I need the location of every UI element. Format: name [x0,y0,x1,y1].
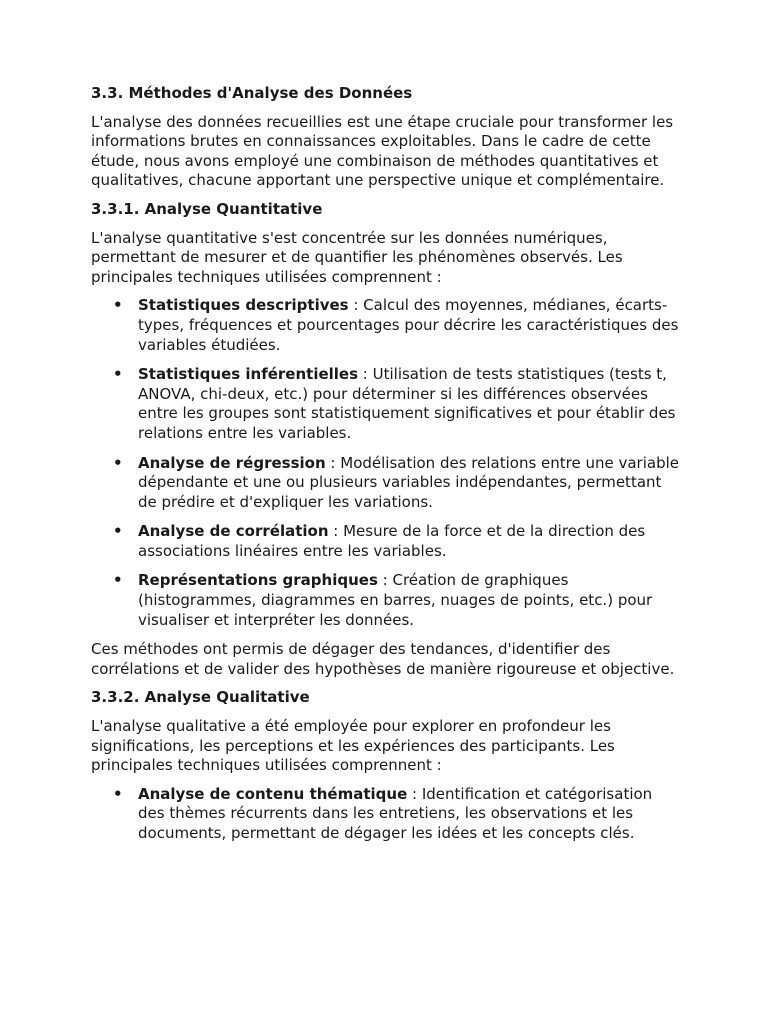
quantitative-conclusion-paragraph: Ces méthodes ont permis de dégager des tendances, d'identifier des corrélations et de valider des hypothèses de manière rigoureuse et objective. [91,640,675,678]
list-item-term: Statistiques inférentielles [138,365,359,384]
list-item-term: Analyse de régression [138,453,326,472]
list-item-term: Analyse de contenu thématique [138,784,408,803]
list-item-term: Analyse de corrélation [138,522,329,541]
list-item [91,571,681,630]
list-item-description: : Utilisation de tests statistiques (tests t, ANOVA, chi-deux, etc.) pour déterminer si les différences observées entre les groupes sont statistiquement significatives et pour établir des relations entre les variables. [138,365,676,442]
quantitative-techniques-list [91,296,681,630]
list-item [91,365,681,443]
list-item-description: : Identification et catégorisation des thèmes récurrents dans les entretiens, les observations et les documents, permettant de dégager les idées et les concepts clés. [138,784,653,842]
bullet-icon: • [113,784,123,803]
document-page [91,84,681,854]
bullet-icon: • [113,571,123,590]
bullet-icon: • [113,296,123,315]
qualitative-techniques-list [91,785,681,844]
list-item [91,522,681,561]
subsection-heading-quantitative: 3.3.1. Analyse Quantitative [91,199,323,218]
quantitative-intro-paragraph: L'analyse quantitative s'est concentrée sur les données numériques, permettant de mesurer et de quantifier les phénomènes observés. Les principales techniques utilisées comprennent : [91,228,623,286]
subsection-heading-qualitative: 3.3.2. Analyse Qualitative [91,688,310,707]
bullet-icon: • [113,522,123,541]
list-item-term: Statistiques descriptives [138,296,349,315]
list-item [91,785,681,844]
bullet-icon: • [113,453,123,472]
list-item [91,296,681,355]
list-item-description: : Création de graphiques (histogrammes, diagrammes en barres, nuages de points, etc.) pour visualiser et interpréter les données. [138,571,653,629]
qualitative-intro-paragraph: L'analyse qualitative a été employée pour explorer en profondeur les significations, les perceptions et les expériences des participants. Les principales techniques utilisées comprennent : [91,717,615,775]
section-heading: 3.3. Méthodes d'Analyse des Données [91,84,413,102]
list-item-description: : Modélisation des relations entre une variable dépendante et une ou plusieurs variables indépendantes, permettant de prédire et d'expliquer les variations. [138,453,680,511]
section-intro-paragraph: L'analyse des données recueillies est une étape cruciale pour transformer les informations brutes en connaissances exploitables. Dans le cadre de cette étude, nous avons employé une combinaison de méthodes quantitatives et qualitatives, chacune apportant une perspective unique et complémentaire. [91,112,674,190]
bullet-icon: • [113,365,123,384]
list-item-description: : Calcul des moyennes, médianes, écarts-types, fréquences et pourcentages pour décrire les caractéristiques des variables étudiées. [138,296,679,354]
list-item [91,454,681,513]
list-item-description: : Mesure de la force et de la direction des associations linéaires entre les variables. [138,522,646,560]
list-item-term: Représentations graphiques [138,571,378,590]
